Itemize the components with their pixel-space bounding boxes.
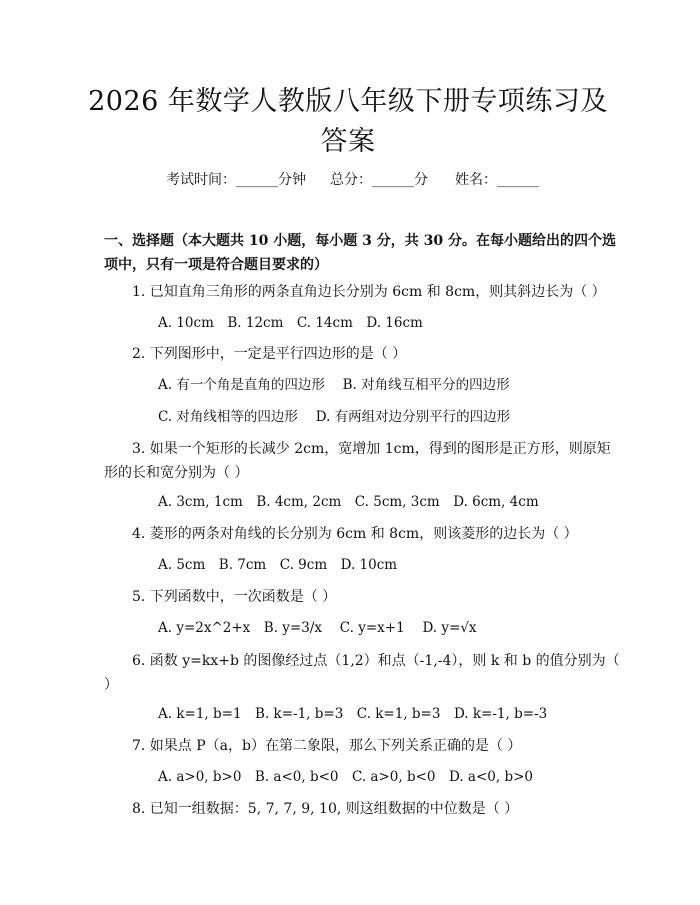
question-stem: 8. 已知一组数据：5, 7, 7, 9, 10, 则这组数据的中位数是（ ） (132, 801, 519, 817)
name-field: 姓名：______ (455, 172, 539, 188)
question-7 (104, 734, 624, 758)
question-8 (104, 797, 624, 821)
question-3 (104, 437, 624, 485)
question-2-options-row1: A. 有一个角是直角的四边形 B. 对角线互相平分的四边形 (158, 377, 510, 393)
question-1 (104, 280, 624, 304)
question-1-options: A. 10cm B. 12cm C. 14cm D. 16cm (158, 315, 423, 331)
question-stem: 5. 下列函数中，一次函数是（ ） (132, 589, 337, 605)
question-4 (104, 522, 624, 546)
section-heading: 一、选择题（本大题共 10 小题，每小题 3 分，共 30 分。在每小题给出的四个选项中，只有一项是符合题目要求的） (104, 233, 616, 273)
question-5 (104, 585, 624, 609)
question-stem: 4. 菱形的两条对角线的长分别为 6cm 和 8cm，则该菱形的边长为（ ） (132, 526, 578, 542)
question-7-options: A. a>0, b>0 B. a<0, b<0 C. a>0, b<0 D. a<0, b>0 (158, 769, 533, 785)
question-3-options: A. 3cm, 1cm B. 4cm, 2cm C. 5cm, 3cm D. 6cm, 4cm (158, 494, 539, 510)
exam-time-field: 考试时间：______分钟 (166, 172, 306, 188)
question-stem: 2. 下列图形中，一定是平行四边形的是（ ） (132, 346, 407, 362)
question-2-options-row2: C. 对角线相等的四边形 D. 有两组对边分别平行的四边形 (158, 409, 511, 425)
question-2 (104, 342, 624, 366)
question-6-options: A. k=1, b=1 B. k=-1, b=3 C. k=1, b=3 D. k=-1, b=-3 (158, 706, 548, 722)
question-6 (104, 649, 624, 697)
total-score-field: 总分：______分 (330, 172, 428, 188)
question-5-options: A. y=2x^2+x B. y=3/x C. y=x+1 D. y=√x (158, 620, 477, 636)
question-stem: 6. 函数 y=kx+b 的图像经过点（1,2）和点（-1,-4），则 k 和 b 的值分别为（ ） (104, 653, 620, 693)
question-stem: 1. 已知直角三角形的两条直角边长分别为 6cm 和 8cm，则其斜边长为（ ） (132, 284, 606, 300)
question-stem: 7. 如果点 P（a，b）在第二象限，那么下列关系正确的是（ ） (132, 738, 522, 754)
question-4-options: A. 5cm B. 7cm C. 9cm D. 10cm (158, 557, 398, 573)
page-title: 2026 年数学人教版八年级下册专项练习及答案 (88, 86, 608, 157)
question-stem: 3. 如果一个矩形的长减少 2cm，宽增加 1cm，得到的图形是正方形，则原矩形的长和宽分别为（ ） (104, 441, 611, 481)
